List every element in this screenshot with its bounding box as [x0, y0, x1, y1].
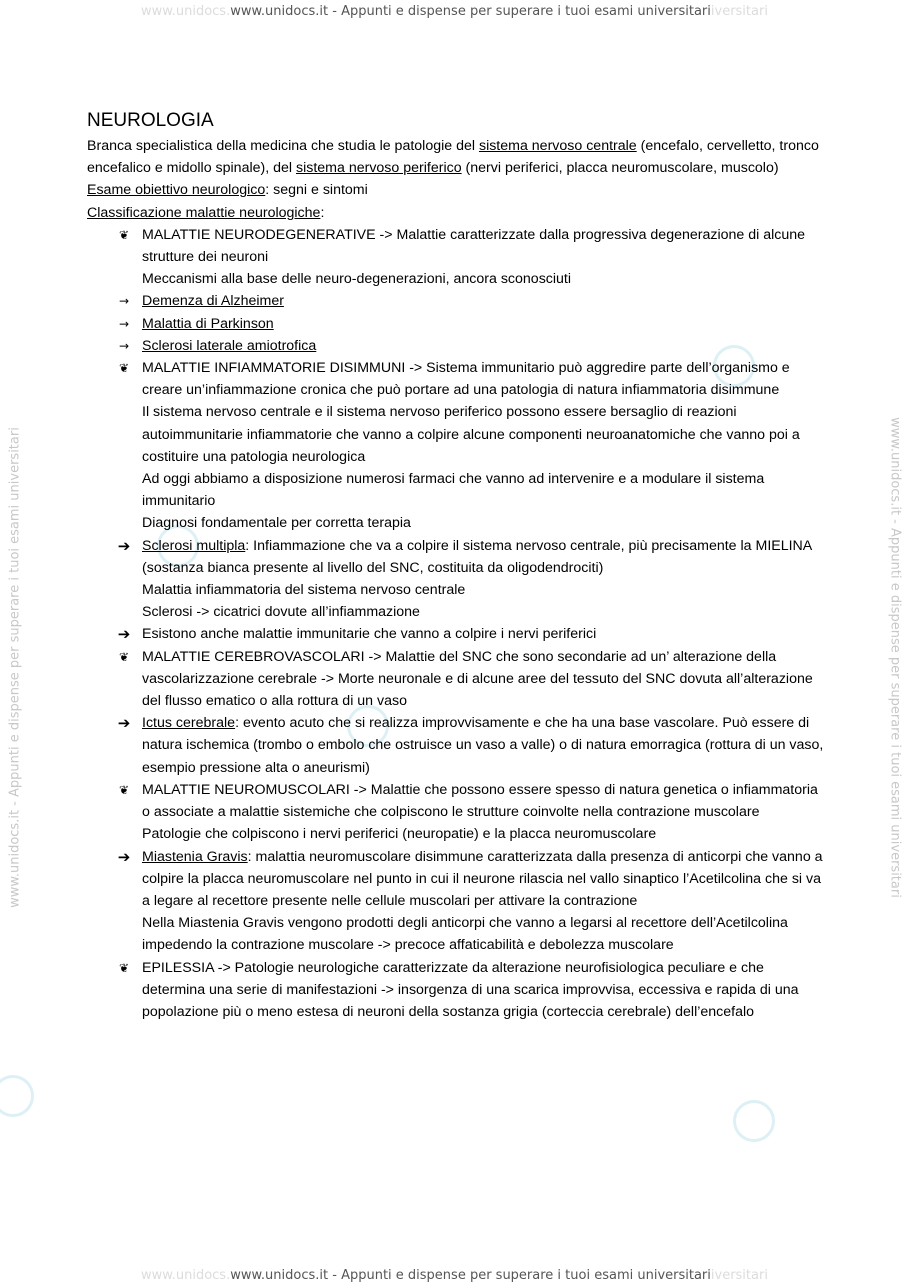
section-text: Esistono anche malattie immunitarie che vanno a colpire i nervi periferici: [142, 626, 597, 643]
disease-name: Malattia di Parkinson: [142, 315, 274, 332]
arrow-bullet-icon: →: [118, 294, 130, 309]
intro-text: (encefalo, cervelletto, tronco encefalico e midollo spinale), del: [87, 138, 819, 177]
leaf-bullet-icon: ❦: [118, 361, 130, 376]
section-text: -> Malattie del SNC che sono secondarie ad un’ alterazione della vascolarizzazione cerebrale -> Morte neuronale e di alcune aree del tessuto del SNC dovuta all’alterazione del flusso ematico o alla rottura di un vaso: [142, 648, 813, 710]
section-text: Nella Miastenia Gravis vengono prodotti degli anticorpi che vanno a legarsi al recettore dell’Acetilcolina impedendo la contrazione muscolare -> precoce affaticabilità e debolezza muscolare: [142, 915, 788, 954]
disease-name: Sclerosi laterale amiotrofica: [142, 337, 317, 354]
list-item-sclerosi-multipla: [87, 535, 827, 624]
section-text: Il sistema nervoso centrale e il sistema nervoso periferico possono essere bersaglio di reazioni autoimmunitarie infiammatorie che vanno a colpire alcune componenti neuroanatomiche che vanno poi a costituire una patologia neurologica: [142, 404, 800, 465]
esame-text: : segni e sintomi: [265, 182, 368, 199]
intro-term-snc: sistema nervoso centrale: [478, 138, 637, 154]
disease-name: Ictus cerebrale: [142, 715, 236, 732]
watermark-text: www.unidocs.it - Appunti e dispense per superare i tuoi esami universitari: [230, 1268, 711, 1283]
bold-arrow-bullet-icon: ➔: [117, 536, 131, 555]
watermark-logo-icon: [733, 1100, 775, 1142]
section-text: Sclerosi -> cicatrici dovute all’infiammazione: [142, 604, 420, 621]
watermark-ghost-left: www.unidocs.: [141, 1268, 231, 1283]
list-item-neuromuscolari: [87, 779, 827, 846]
section-heading: EPILESSIA: [142, 959, 214, 976]
bold-arrow-bullet-icon: ➔: [117, 625, 131, 644]
watermark-side-left: www.unidocs.it - Appunti e dispense per superare i tuoi esami universitari: [7, 427, 23, 908]
list-item-nervi-periferici: [87, 623, 827, 645]
leaf-bullet-icon: ❦: [118, 782, 130, 797]
esame-line: [87, 179, 827, 201]
intro-text: (nervi periferici, placca neuromuscolare, muscolo): [461, 160, 779, 177]
section-heading: MALATTIE NEUROMUSCOLARI: [142, 781, 350, 798]
intro-paragraph: [87, 135, 827, 179]
leaf-bullet-icon: ❦: [118, 649, 130, 664]
list-item-alzheimer: [87, 290, 827, 312]
classificazione-label: Classificazione malattie neurologiche: [87, 204, 321, 221]
watermark-ghost-right: iversitari: [710, 4, 768, 19]
classificazione-line: [87, 202, 827, 224]
disease-name: Demenza di Alzheimer: [142, 293, 284, 310]
watermark-ghost-right: iversitari: [710, 1268, 768, 1283]
list-item-infiammatorie: [87, 357, 827, 535]
section-text: -> Sistema immunitario può aggredire parte dell’organismo e creare un’infiammazione cronica che può portare ad una patologia di natura infiammatoria disimmune: [142, 360, 790, 399]
intro-term-snp: sistema nervoso periferico: [296, 160, 462, 177]
section-text: Patologie che colpiscono i nervi periferici (neuropatie) e la placca neuromuscolare: [142, 826, 657, 843]
list-item-cerebrovascolari: [87, 646, 827, 713]
watermark-side-right: www.unidocs.it - Appunti e dispense per superare i tuoi esami universitari: [887, 417, 903, 898]
section-text: Meccanismi alla base delle neuro-degenerazioni, ancora sconosciuti: [142, 271, 572, 288]
section-text: : Infiammazione che va a colpire il sistema nervoso centrale, più precisamente la MIELINA (sostanza bianca presente al livello del SNC, costituita da oligodendrociti): [142, 537, 812, 576]
watermark-ghost-left: www.unidocs.: [141, 4, 231, 19]
section-heading: MALATTIE NEURODEGENERATIVE: [142, 226, 376, 243]
section-text: -> Malattie che possono essere spesso di natura genetica o infiammatoria o associate a malattie sistemiche che colpiscono le strutture coinvolte nella contrazione muscolare: [142, 781, 818, 821]
section-text: Malattia infiammatoria del sistema nervoso centrale: [142, 582, 466, 599]
section-text: -> Malattie caratterizzate dalla progressiva degenerazione di alcune strutture dei neuroni: [142, 226, 806, 266]
esame-label: Esame obiettivo neurologico: [87, 182, 266, 199]
list-item-ictus: [87, 712, 827, 779]
bold-arrow-bullet-icon: ➔: [117, 847, 131, 866]
disease-name: Miastenia Gravis: [142, 848, 248, 865]
list-item-sla: [87, 335, 827, 357]
document-body: [87, 108, 827, 1023]
arrow-bullet-icon: →: [118, 338, 130, 353]
list-item-parkinson: [87, 313, 827, 335]
watermark-logo-icon: [0, 1075, 34, 1117]
section-text: : evento acuto che si realizza improvvisamente e che ha una base vascolare. Può essere di natura ischemica (trombo o embolo che ostruisce un vaso a valle) o di natura emorragica (rottura di un vaso, esempio pressione alta o aneurismi): [142, 715, 824, 776]
section-text: : malattia neuromuscolare disimmune caratterizzata dalla presenza di anticorpi che vanno a colpire la placca neuromuscolare nel punto in cui il neurone rilascia nel vallo sinaptico l’Acetilcolina che si va a legare al recettore presente nelle cellule muscolari per attivare la contrazione: [142, 848, 823, 909]
watermark-header: [0, 2, 909, 22]
disease-name: Sclerosi multipla: [142, 537, 246, 554]
section-heading: MALATTIE CEREBROVASCOLARI: [142, 648, 365, 665]
section-heading: MALATTIE INFIAMMATORIE DISIMMUNI: [142, 360, 406, 377]
section-text: Diagnosi fondamentale per corretta terapia: [142, 515, 411, 532]
watermark-footer: [0, 1266, 909, 1286]
section-text: Ad oggi abbiamo a disposizione numerosi farmaci che vanno ad intervenire e a modulare il sistema immunitario: [142, 471, 765, 510]
arrow-bullet-icon: →: [118, 316, 130, 331]
leaf-bullet-icon: ❦: [118, 227, 130, 242]
section-text: -> Patologie neurologiche caratterizzate da alterazione neurofisiologica peculiare e che determina una serie di manifestazioni -> insorgenza di una scarica improvvisa, eccessiva e rapida di una popolazione più o meno estesa di neuroni della sostanza grigia (corteccia cerebrale) dell’encefalo: [142, 959, 799, 1020]
page-title: NEUROLOGIA: [87, 110, 214, 131]
classificazione-text: :: [320, 204, 325, 221]
leaf-bullet-icon: ❦: [118, 960, 130, 975]
list-item-epilessia: [87, 957, 827, 1024]
intro-text: Branca specialistica della medicina che studia le patologie del: [87, 138, 479, 154]
list-item-miastenia: [87, 846, 827, 957]
bold-arrow-bullet-icon: ➔: [117, 714, 131, 733]
list-item-neurodegenerative: [87, 224, 827, 291]
watermark-text: www.unidocs.it - Appunti e dispense per superare i tuoi esami universitari: [230, 4, 711, 19]
